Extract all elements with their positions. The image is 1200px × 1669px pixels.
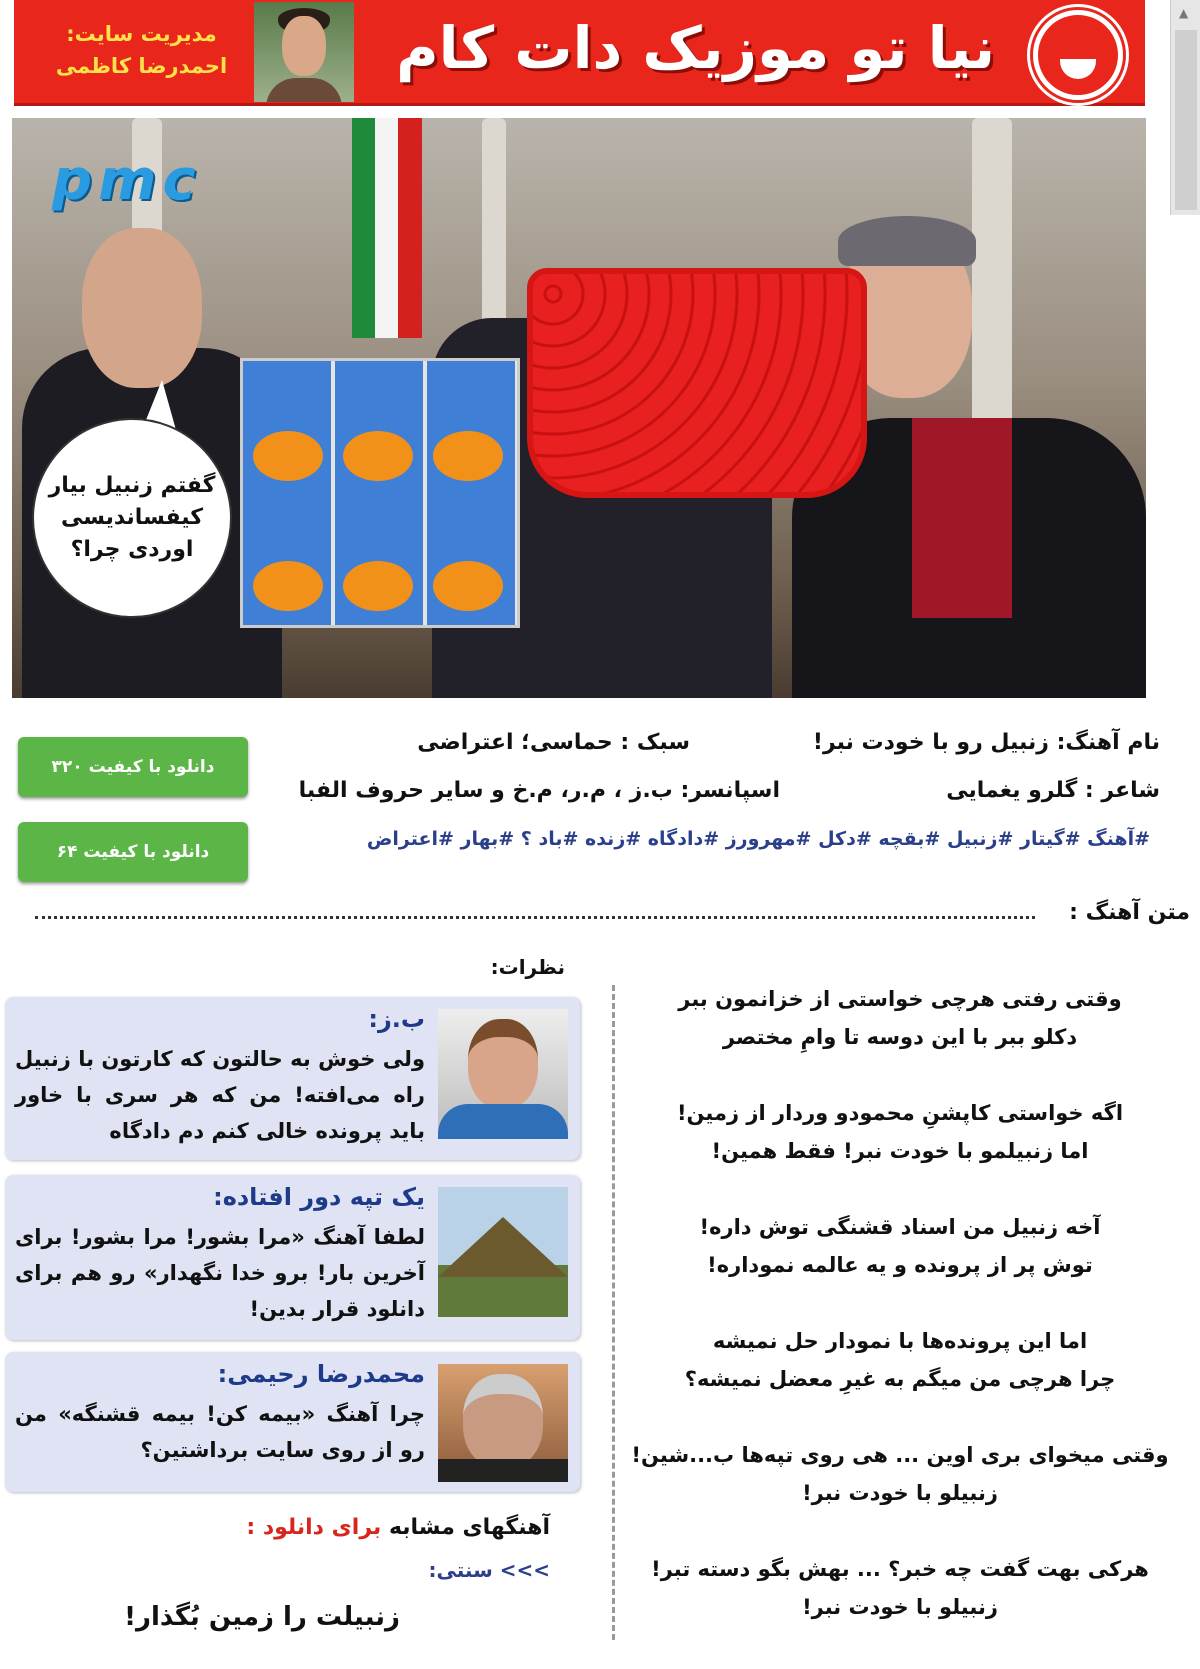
commenter-name: یک تپه دور افتاده: xyxy=(213,1183,425,1211)
lyric-line: آخه زنبیل من اسناد قشنگی توش داره! xyxy=(699,1215,1101,1239)
lyric-line: وقتی رفتی هرچی خواستی از خزانمون ببر xyxy=(678,987,1122,1011)
lyrics-stanza xyxy=(620,1094,1180,1170)
scroll-up-icon[interactable]: ▲ xyxy=(1179,6,1189,20)
admin-credit xyxy=(34,18,249,82)
scrollbar-thumb[interactable] xyxy=(1175,30,1197,210)
lyrics-stanza xyxy=(620,1208,1180,1284)
lyric-line: اگه خواستی کاپشنِ محمودو وردار از زمین! xyxy=(676,1101,1124,1125)
similar-songs-title xyxy=(50,1515,550,1540)
lyric-line: دکلو ببر با این دوسه تا وامِ مختصر xyxy=(722,1025,1078,1049)
pmc-watermark: pmc xyxy=(52,148,202,213)
admin-name: احمدرضا کاظمی xyxy=(55,54,228,78)
similar-category[interactable]: >>> سنتی: xyxy=(428,1558,550,1582)
tree xyxy=(972,118,1012,438)
commenter-avatar xyxy=(438,1009,568,1139)
bubble-line: اوردی چرا؟ xyxy=(70,537,194,562)
bubble-line: گفتم زنبیل بیار xyxy=(48,473,216,498)
commenter-avatar xyxy=(438,1187,568,1317)
comment-card xyxy=(5,997,580,1160)
site-header xyxy=(14,0,1145,106)
comment-card xyxy=(5,1352,580,1492)
commenter-avatar xyxy=(438,1364,568,1482)
commenter-name: ب.ز: xyxy=(368,1005,425,1033)
similar-title-accent: برای دانلود : xyxy=(246,1515,382,1540)
comments-title: نظرات: xyxy=(490,955,565,979)
lyric-line: چرا هرچی من میگم به غیرِ معضل نمیشه؟ xyxy=(684,1367,1116,1391)
comment-text: ولی خوش به حالتون که کارتون با زنبیل راه می‌افته! من که هر سری با خاور باید پرونده خالی کنم دم دادگاه xyxy=(15,1047,425,1143)
lyrics-stanza xyxy=(620,1436,1180,1512)
download-320-button[interactable]: دانلود با کیفیت ۳۲۰ xyxy=(18,737,248,797)
lyric-line: وقتی میخوای بری اوین ... هی روی تپه‌ها ب...شین! xyxy=(631,1443,1169,1467)
divider xyxy=(35,916,1035,919)
lyrics-stanza xyxy=(620,980,1180,1056)
person-left-face xyxy=(82,228,202,388)
person-right-shirt xyxy=(912,418,1012,618)
lyrics-stanza xyxy=(620,1322,1180,1398)
download-64-button[interactable]: دانلود با کیفیت ۶۴ xyxy=(18,822,248,882)
featured-photo xyxy=(12,118,1146,698)
admin-avatar xyxy=(254,2,354,102)
red-basket xyxy=(527,268,867,498)
song-sponsor: اسپانسر: ب.ز ، م.ر، م.خ و سایر حروف الفبا xyxy=(298,778,780,803)
lyrics-stanza xyxy=(620,1550,1180,1626)
comment-text: چرا آهنگ «بیمه کن! بیمه قشنگه» من رو از روی سایت برداشتین؟ xyxy=(15,1402,425,1462)
lyrics-label: متن آهنگ : xyxy=(1069,900,1190,925)
commenter-name: محمدرضا رحیمی: xyxy=(217,1360,425,1388)
lyric-line: توش پر از پرونده و یه عالمه نموداره! xyxy=(707,1253,1093,1277)
flag xyxy=(352,118,422,338)
song-style: سبک : حماسی؛ اعتراضی xyxy=(417,730,690,755)
song-poet: شاعر : گلرو یغمایی xyxy=(946,778,1160,803)
comment-card xyxy=(5,1175,580,1340)
column-divider xyxy=(612,985,615,1640)
comment-text: لطفا آهنگ «مرا بشور! مرا بشور! برای آخرین بار! برو خدا نگهدار» رو هم برای دانلود قرار بدین! xyxy=(15,1225,425,1321)
admin-label: مدیریت سایت: xyxy=(66,22,217,46)
lyric-line: اما زنبیلمو با خودت نبر! فقط همین! xyxy=(711,1139,1089,1163)
similar-song-link[interactable]: زنبیلت را زمین بُگذار! xyxy=(124,1602,400,1632)
scrollbar[interactable] xyxy=(1170,0,1200,215)
juice-pack-bag xyxy=(240,358,520,628)
similar-title-main: آهنگهای مشابه xyxy=(381,1515,550,1540)
lyric-line: زنبیلو با خودت نبر! xyxy=(802,1481,998,1505)
song-tags[interactable]: #آهنگ #گیتار #زنبیل #بقچه #دکل #مهرورز #دادگاه #زنده #باد ؟ #بهار #اعتراض xyxy=(366,828,1150,850)
lyric-line: هرکی بهت گفت چه خبر؟ ... بهش بگو دسته تبر! xyxy=(651,1557,1149,1581)
person-right-hair xyxy=(838,216,976,266)
speech-bubble xyxy=(32,418,232,618)
song-name: نام آهنگ: زنبیل رو با خودت نبر! xyxy=(812,730,1160,755)
lyric-line: زنبیلو با خودت نبر! xyxy=(802,1595,998,1619)
site-logo-icon[interactable] xyxy=(1033,10,1123,100)
lyric-line: اما این پرونده‌ها با نمودار حل نمیشه xyxy=(712,1329,1088,1353)
bubble-line: کیفسانديسی xyxy=(60,505,204,530)
site-title[interactable]: نیا تو موزیک دات کام xyxy=(396,14,995,82)
